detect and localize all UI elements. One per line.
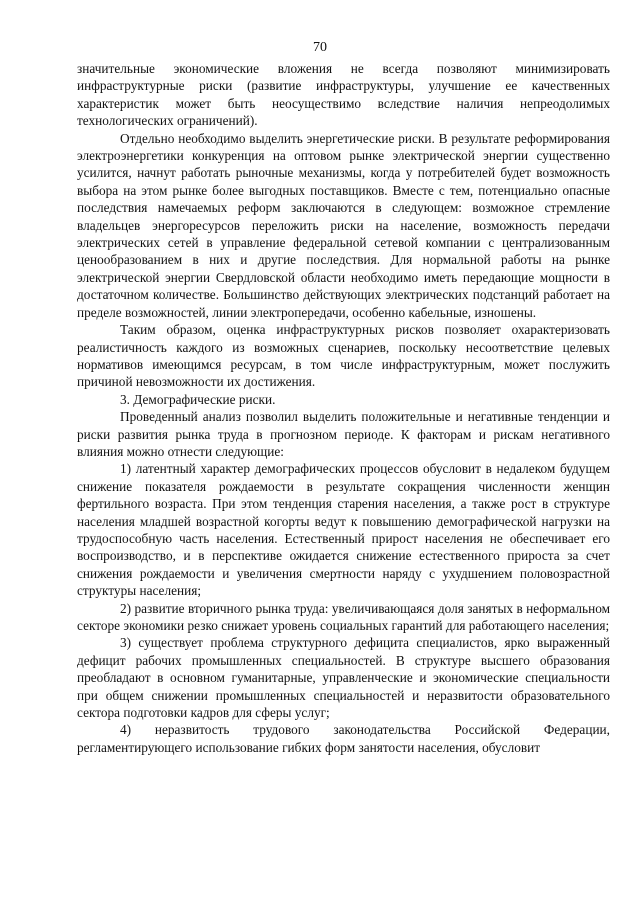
page-number: 70	[313, 40, 327, 55]
list-item-1: 1) латентный характер демографических процессов обусловит в недалеком будущем снижение показателя рождаемости в результате сокращения численности женщин фертильного возраста. При этом тенденция старения населения, а также рост в структуре населения младшей возрастной когорты ведут к повышению демографической нагрузки на трудоспособную часть населения. Естественный прирост населения не обеспечивает его воспроизводство, и в перспективе ожидается снижение естественного прироста за счет снижения рождаемости и увеличения смертности наряду с ухудшением половозрастной структуры населения;	[77, 461, 610, 599]
list-item-2: 2) развитие вторичного рынка труда: увеличивающаяся доля занятых в неформальном секторе экономики резко снижает уровень социальных гарантий для работающего населения;	[77, 600, 610, 633]
paragraph-infrastructure-continuation: значительные экономические вложения не всегда позволяют минимизировать инфраструктурные риски (развитие инфраструктуры, улучшение ее качественных характеристик может быть неосуществимо вследствие наличия непреодолимых технологических ограничений).	[77, 61, 610, 129]
list-item-3: 3) существует проблема структурного дефицита специалистов, ярко выраженный дефицит рабочих промышленных специальностей. В структуре высшего образования преобладают в основном гуманитарные, управленческие и экономические специальности при общем снижении промышленных специальностей и неразвитости образовательного сектора подготовки кадров для сферы услуг;	[77, 635, 610, 721]
paragraph-energy-risks: Отдельно необходимо выделить энергетические риски. В результате реформирования электроэнергетики конкуренция на оптовом рынке электрической энергии существенно усилится, начнут работать рыночные механизмы, когда у потребителей будет возможность выбора на этом рынке более выгодных поставщиков. Вместе с тем, потенциально опасные последствия намечаемых реформ заключаются в следующем: возможное стремление владельцев энергоресурсов переложить риски на население, возможность передачи электрических сетей в управление федеральной сетевой компании с централизованным ценообразованием в них и другие последствия. Для нормальной работы на рынке электрической энергии Свердловской области необходимо иметь передающие мощности в достаточном количестве. Большинство действующих электрических подстанций работает на пределе возможностей, линии электропередачи, особенно кабельные, изношены.	[77, 130, 610, 320]
paragraph-labor-market-analysis: Проведенный анализ позволил выделить положительные и негативные тенденции и риски развития рынка труда в прогнозном периоде. К факторам и рискам негативного влияния можно отнести следующие:	[77, 409, 610, 459]
list-item-4: 4) неразвитость трудового законодательства Российской Федерации, регламентирующего использование гибких форм занятости населения, обусловит	[77, 722, 610, 755]
document-body	[77, 60, 610, 756]
paragraph-infrastructure-conclusion: Таким образом, оценка инфраструктурных рисков позволяет охарактеризовать реалистичность каждого из возможных сценариев, поскольку несоответствие целевых нормативов имеющимся ресурсам, в том числе инфраструктурным, может послужить причиной невозможности их достижения.	[77, 322, 610, 390]
section-heading-demographic-risks: 3. Демографические риски.	[120, 391, 276, 407]
